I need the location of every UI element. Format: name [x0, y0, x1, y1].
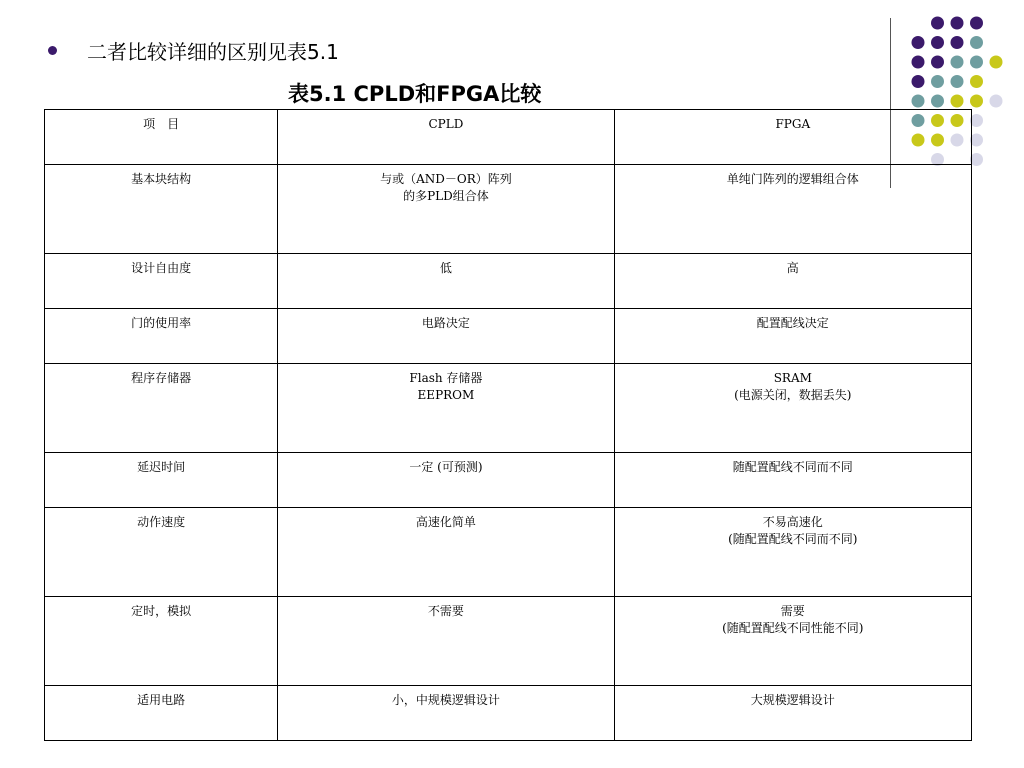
- table-row: [45, 165, 972, 254]
- cell-cpld: [278, 165, 614, 254]
- cell-fpga: [614, 364, 971, 453]
- cell-cpld-line: 小，中规模逻辑设计: [391, 693, 500, 707]
- decorative-dot: [931, 17, 944, 30]
- table-row: [45, 309, 972, 364]
- cell-cpld: [278, 597, 614, 686]
- cell-cpld: [278, 309, 614, 364]
- decorative-dot: [951, 56, 964, 69]
- cell-cpld-line: EEPROM: [417, 388, 475, 402]
- cell-cpld: [278, 686, 614, 741]
- cell-fpga: [614, 309, 971, 364]
- cell-item: 延迟时间: [45, 453, 278, 508]
- bullet-item: [48, 36, 339, 65]
- cell-fpga-line: 需要: [780, 604, 805, 618]
- decorative-dot: [931, 56, 944, 69]
- cell-item: 动作速度: [45, 508, 278, 597]
- table-row: [45, 254, 972, 309]
- cell-fpga: [614, 254, 971, 309]
- cell-cpld: [278, 453, 614, 508]
- cell-cpld-line: 一定 (可预测): [409, 460, 483, 474]
- decorative-dot: [951, 75, 964, 88]
- cell-fpga-line: 单纯门阵列的逻辑组合体: [726, 172, 859, 186]
- cell-fpga-line: 随配置配线不同而不同: [732, 460, 853, 474]
- table-row: [45, 686, 972, 741]
- table-row: [45, 597, 972, 686]
- cell-item: 程序存储器: [45, 364, 278, 453]
- header-cell-cpld: CPLD: [278, 110, 614, 165]
- cell-item: 门的使用率: [45, 309, 278, 364]
- cell-cpld: [278, 254, 614, 309]
- cell-cpld-line: 不需要: [427, 604, 464, 618]
- cell-fpga: [614, 508, 971, 597]
- table-row: [45, 364, 972, 453]
- cell-fpga: [614, 686, 971, 741]
- cell-cpld-line: 的多PLD组合体: [403, 189, 489, 203]
- cell-fpga-line: (电源关闭，数据丢失): [734, 388, 852, 402]
- cell-cpld-line: 高速化简单: [415, 515, 476, 529]
- decorative-dot: [931, 75, 944, 88]
- cell-fpga-line: 高: [786, 261, 799, 275]
- cell-fpga-line: 大规模逻辑设计: [750, 693, 835, 707]
- table-row: [45, 508, 972, 597]
- cell-item: 设计自由度: [45, 254, 278, 309]
- decorative-dot: [951, 95, 964, 108]
- cell-fpga-line: (随配置配线不同性能不同): [722, 621, 864, 635]
- bullet-text: 二者比较详细的区别见表5.1: [87, 40, 339, 64]
- cell-fpga-line: 配置配线决定: [756, 316, 829, 330]
- table-row: [45, 453, 972, 508]
- cell-fpga: [614, 165, 971, 254]
- header-cell-item: 项 目: [45, 110, 278, 165]
- header-cell-fpga: FPGA: [614, 110, 971, 165]
- cell-cpld-line: Flash 存储器: [409, 371, 483, 385]
- cell-fpga-line: (随配置配线不同而不同): [728, 532, 858, 546]
- cell-item: 基本块结构: [45, 165, 278, 254]
- decorative-dot: [970, 17, 983, 30]
- cell-item: 定时，模拟: [45, 597, 278, 686]
- decorative-dot: [970, 95, 983, 108]
- cell-item: 适用电路: [45, 686, 278, 741]
- cell-fpga-line: 不易高速化: [762, 515, 823, 529]
- decorative-dot: [990, 95, 1003, 108]
- decorative-dot: [912, 95, 925, 108]
- decorative-dot: [951, 36, 964, 49]
- decorative-dot: [970, 36, 983, 49]
- decorative-dot: [931, 95, 944, 108]
- decorative-dot: [970, 75, 983, 88]
- cell-fpga: [614, 453, 971, 508]
- table-header-row: [45, 110, 972, 165]
- comparison-table: [44, 109, 972, 741]
- decorative-dot: [970, 56, 983, 69]
- decorative-dot: [912, 36, 925, 49]
- cell-cpld-line: 电路决定: [421, 316, 470, 330]
- decorative-dot: [912, 56, 925, 69]
- cell-cpld-line: 低: [439, 261, 452, 275]
- cell-fpga-line: SRAM: [773, 371, 812, 385]
- decorative-dot: [931, 36, 944, 49]
- cell-cpld-line: 与或（AND－OR）阵列: [380, 172, 512, 186]
- decorative-dot: [990, 56, 1003, 69]
- table-title: 表5.1 CPLD和FPGA比较: [288, 82, 542, 106]
- cell-cpld: [278, 364, 614, 453]
- decorative-dot: [912, 75, 925, 88]
- cell-cpld: [278, 508, 614, 597]
- cell-fpga: [614, 597, 971, 686]
- bullet-dot-icon: [48, 46, 57, 55]
- decorative-dot: [951, 17, 964, 30]
